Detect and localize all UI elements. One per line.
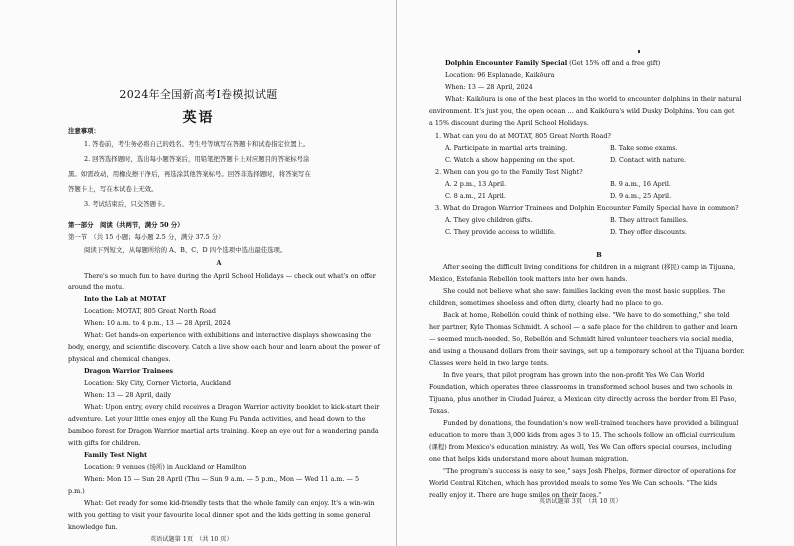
question-stem: 1. What can you do at MOTAT, 805 Great North Road? <box>435 132 611 140</box>
event-title: Dolphin Encounter Family Special <box>445 59 568 67</box>
event-what: What: Get ready for some kid-friendly tests that the whole family can enjoy. It's a win-win <box>84 499 375 507</box>
notes-line: 答题卡上，写在本试卷上无效。 <box>68 185 158 193</box>
page-footer-right: 英语试题第 3页 （共 10 页） <box>539 498 622 505</box>
notes-line: 3. 考试结束后，只交答题卡。 <box>84 200 169 208</box>
passage-a-label: A <box>216 259 222 267</box>
subject-title: 英语 <box>182 110 215 126</box>
question-option: B. They attract families. <box>610 216 689 224</box>
question-option: C. Watch a show happening on the spot. <box>445 156 576 164</box>
passage-line: children, sometimes shoeless and often dirty, clearly had no place to go. <box>429 299 664 307</box>
question-option: B. Take some exams. <box>610 144 678 152</box>
event-when: p.m.) <box>68 487 85 495</box>
event-title: Family Test Night <box>84 451 148 459</box>
event-title: Dragon Warrior Trainees <box>84 367 174 375</box>
question-option: D. They offer discounts. <box>610 228 687 236</box>
question-option: A. 2 p.m., 13 April. <box>445 180 507 188</box>
passage-line: Texas. <box>429 407 450 415</box>
event-what: knowledge fun. <box>68 523 118 531</box>
event-when: When: 13 — 28 April, 2024 <box>445 83 533 91</box>
event-what: What: Get hands-on experience with exhibitions and interactive displays showcasing the <box>84 331 372 339</box>
instruction: 阅读下列短文，从每题所给的 A、B、C、D 四个选项中选出最佳选项。 <box>84 246 287 254</box>
question-option: A. They give children gifts. <box>445 216 533 224</box>
notes-line: 黑。如需改动，用橡皮擦干净后，再选涂其他答案标号。回答非选择题时，将答案写在 <box>68 170 311 178</box>
part1-heading: 第一部分 阅读（共两节，满分 50 分） <box>68 221 184 229</box>
event-location: Location: 9 venues (场所) in Auckland or Hamilton <box>84 463 247 471</box>
right-page <box>397 0 794 546</box>
notes-heading: 注意事项： <box>68 127 100 135</box>
event-location: Location: MOTAT, 805 Great North Road <box>84 307 216 315</box>
passage-line: her partner, Kyle Thomas Schmidt. A school — a safe place for the children to gather and learn <box>429 323 738 331</box>
passage-line: There's so much fun to have during the April School Holidays — check out what's on offer <box>84 272 376 280</box>
passage-line: — seemed much-needed. So, Rebellón and Schmidt hired volunteer teachers via social media, <box>429 335 734 343</box>
passage-line: Classes were held in two large tents. <box>429 359 549 367</box>
question-stem: 2. When can you go to the Family Test Night? <box>435 168 583 176</box>
passage-line: really enjoy it. There are huge smiles on their faces." <box>429 491 602 499</box>
passage-line: one that helps kids understand more about human migration. <box>429 455 629 463</box>
question-option: C. 8 a.m., 21 April. <box>445 192 506 200</box>
event-what: bamboo forest for Dragon Warrior martial arts training. Keep an eye out for a wandering panda <box>68 427 379 435</box>
event-what: What: Kaikōura is one of the best places in the world to encounter dolphins in their natural <box>445 95 742 103</box>
notes-line: 2. 回答选择题时，选出每小题答案后，用铅笔把答题卡上对应题目的答案标号涂 <box>84 155 310 163</box>
passage-line: "The program's success is easy to see," says Josh Phelps, former director of operations for <box>443 467 737 475</box>
event-when: When: Mon 15 — Sun 28 April (Thu — Sun 9 a.m. — 5 p.m., Mon — Wed 11 a.m. — 5 <box>84 475 360 483</box>
event-location: Location: 96 Esplanade, Kaikōura <box>445 71 555 79</box>
notes-line: 1. 答卷前，考生务必将自己的姓名、考生号等填写在答题卡和试卷指定位置上。 <box>84 140 310 148</box>
event-what: with you getting to visit your favourite local dinner spot and the kids getting in some general <box>68 511 371 519</box>
event-what: physical and chemical changes. <box>68 355 171 363</box>
question-option: A. Participate in martial arts training. <box>445 144 568 152</box>
passage-line: around the motu. <box>68 283 125 291</box>
scan-mark <box>638 50 640 53</box>
passage-line: Foundation, which operates three classrooms in transformed school buses and two schools in <box>429 383 733 391</box>
question-option: D. 9 a.m., 25 April. <box>610 192 672 200</box>
event-what: environment. It's just you, the open ocean … and Kaikōura's wild Dusky Dolphins. You can get <box>429 107 735 115</box>
passage-line: After seeing the difficult living conditions for children in a migrant (移民) camp in Tijuana, <box>443 263 736 271</box>
question-option: C. They provide access to wildlife. <box>445 228 556 236</box>
event-title-note: (Get 15% off and a free gift) <box>567 59 661 67</box>
event-what: adventure. Let your little ones enjoy all the Kung Fu Panda activities, and head down to the <box>68 415 366 423</box>
question-option: B. 9 a.m., 16 April. <box>610 180 671 188</box>
event-title-line <box>445 58 660 69</box>
event-location: Location: Sky City, Corner Victoria, Auckland <box>84 379 231 387</box>
passage-line: Funded by donations, the foundation's now well-trained teachers have provided a bilingual <box>443 419 739 427</box>
passage-line: Back at home, Rebellón could think of nothing else. "We have to do something," she told <box>443 311 730 319</box>
passage-line: and using a thousand dollars from their savings, set up a temporary school at the Tijuana border. <box>429 347 745 355</box>
passage-line: Mexico, Estefania Rebellón took matters into her own hands. <box>429 275 628 283</box>
passage-line: (课程) from Mexico's education ministry. As well, Yes We Can offers special courses, including <box>429 443 732 451</box>
event-when: When: 13 — 28 April, daily <box>84 391 172 399</box>
question-stem: 3. What do Dragon Warrior Trainees and Dolphin Encounter Family Special have in common? <box>435 204 739 212</box>
event-when: When: 10 a.m. to 4 p.m., 13 — 28 April, 2024 <box>84 319 231 327</box>
section-heading: 第一节 （共 15 小题；每小题 2.5 分，满分 37.5 分） <box>68 233 225 241</box>
event-what: body, energy, and scientific discovery. Catch a live show each hour and learn about the power of <box>68 343 380 351</box>
event-what: What: Upon entry, every child receives a Dragon Warrior activity booklet to kick-start their <box>84 403 380 411</box>
passage-line: World Central Kitchen, which has provided meals to some Yes We Can schools. "The kids <box>429 479 718 487</box>
page-footer-left: 英语试题第 1页 （共 10 页） <box>150 536 233 543</box>
event-what: a 15% discount during the April School Holidays. <box>429 119 589 127</box>
passage-line: She could not believe what she saw: families lacking even the most basic supplies. The <box>443 287 726 295</box>
passage-line: education to more than 3,000 kids from ages 3 to 15. The schools follow an official curriculum <box>429 431 736 439</box>
event-title: Into the Lab at MOTAT <box>84 295 167 303</box>
passage-line: In five years, that pilot program has grown into the non-profit Yes We Can World <box>443 371 705 379</box>
passage-line: Tijuana, plus another in Ciudad Juárez, a Mexican city directly across the border from El Paso, <box>429 395 737 403</box>
passage-b-label: B <box>596 251 602 259</box>
exam-title: 2024年全国新高考Ⅰ卷模拟试题 <box>119 88 278 101</box>
question-option: D. Contact with nature. <box>610 156 687 164</box>
event-what: with gifts for children. <box>68 439 141 447</box>
